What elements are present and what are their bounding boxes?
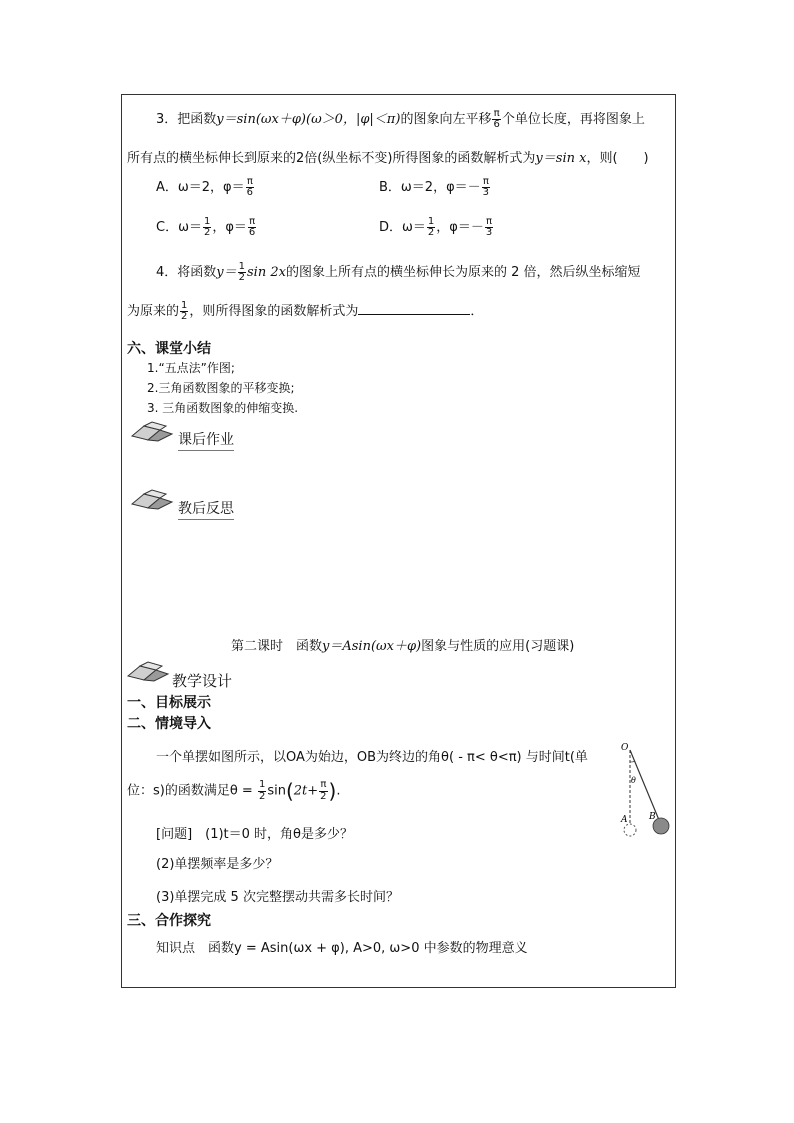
heading-explore: 三、合作探究 bbox=[127, 913, 211, 929]
pendulum-paragraph-1: 一个单摆如图所示，以OA为始边，OB为终边的角θ( - π< θ<π) 与时间t(单 bbox=[156, 750, 588, 765]
string-ob bbox=[630, 750, 659, 820]
q3-line1-b: 的图象向左平移 bbox=[400, 112, 492, 127]
question-2: (2)单摆频率是多少？ bbox=[156, 857, 279, 872]
summary-item-2: 2.三角函数图象的平移变换; bbox=[147, 381, 295, 395]
label-theta: θ bbox=[631, 776, 636, 785]
reflection-title: 教后反思 bbox=[178, 498, 234, 520]
label-b: B bbox=[649, 812, 656, 822]
heading-goals: 一、目标展示 bbox=[127, 695, 211, 711]
pendulum-diagram bbox=[612, 740, 674, 848]
q3-line2: 所有点的横坐标伸长到原来的2倍(纵坐标不变)所得图象的函数解析式为y＝sin x，则( ) bbox=[127, 151, 649, 166]
q3-shift-fraction: $\frac{\pi}{6}$ bbox=[493, 107, 500, 130]
q4-line2: 为原来的 $\frac{1}{2}$ ，则所得图象的函数解析式为 ． bbox=[127, 299, 484, 322]
summary-heading: 六、课堂小结 bbox=[127, 341, 211, 357]
q3-func: y＝sin(ωx＋φ)(ω＞0，|φ|＜π) bbox=[216, 112, 401, 127]
question-3: (3)单摆完成 5 次完整摆动共需多长时间？ bbox=[156, 890, 399, 905]
homework-title: 课后作业 bbox=[178, 429, 234, 451]
q4-line1: 4．将函数y＝ $\frac{1}{2}$ sin 2x的图象上所有点的横坐标伸长为原来的 2 倍，然后纵坐标缩短 bbox=[156, 260, 641, 283]
label-o: O bbox=[621, 743, 629, 753]
label-a: A bbox=[621, 815, 628, 825]
angle-arc bbox=[630, 761, 635, 762]
knowledge-point: 知识点 函数y = Asin(ωx + φ), A>0, ω>0 中参数的物理意义 bbox=[156, 941, 528, 956]
rest-bob bbox=[624, 824, 636, 836]
option-c: C．ω＝ $\frac{1}{2}$ ，φ＝ $\frac{\pi}{6}$ bbox=[156, 215, 256, 238]
option-a: A．ω＝2，φ＝ $\frac{\pi}{6}$ bbox=[156, 175, 254, 198]
summary-item-1: 1.“五点法”作图; bbox=[147, 361, 235, 375]
question-1: [问题] (1)t＝0 时，角θ是多少？ bbox=[156, 827, 354, 842]
q3-line1-c: 个单位长度，再将图象上 bbox=[501, 112, 645, 127]
summary-item-3: 3. 三角函数图象的伸缩变换. bbox=[147, 401, 299, 415]
answer-blank[interactable] bbox=[358, 304, 470, 315]
book-icon bbox=[130, 488, 174, 510]
option-d: D．ω＝ $\frac{1}{2}$ ，φ＝－ $\frac{\pi}{3}$ bbox=[379, 215, 493, 238]
q3-line1-a: 3．把函数 bbox=[156, 112, 217, 127]
option-b: B．ω＝2，φ＝－ $\frac{\pi}{3}$ bbox=[379, 175, 490, 198]
design-title: 教学设计 bbox=[172, 672, 233, 690]
lesson2-title: 第二课时 函数y＝Asin(ωx＋φ)图象与性质的应用(习题课) bbox=[231, 639, 575, 654]
heading-intro: 二、情境导入 bbox=[127, 716, 211, 732]
pendulum-paragraph-2: 位：s)的函数满足θ = $\frac{1}{2}$ sin(2t+ $\frac{\pi}{2}$ ). bbox=[127, 779, 341, 803]
q3-line1 bbox=[156, 108, 645, 131]
book-icon bbox=[126, 660, 170, 682]
book-icon bbox=[130, 420, 174, 442]
